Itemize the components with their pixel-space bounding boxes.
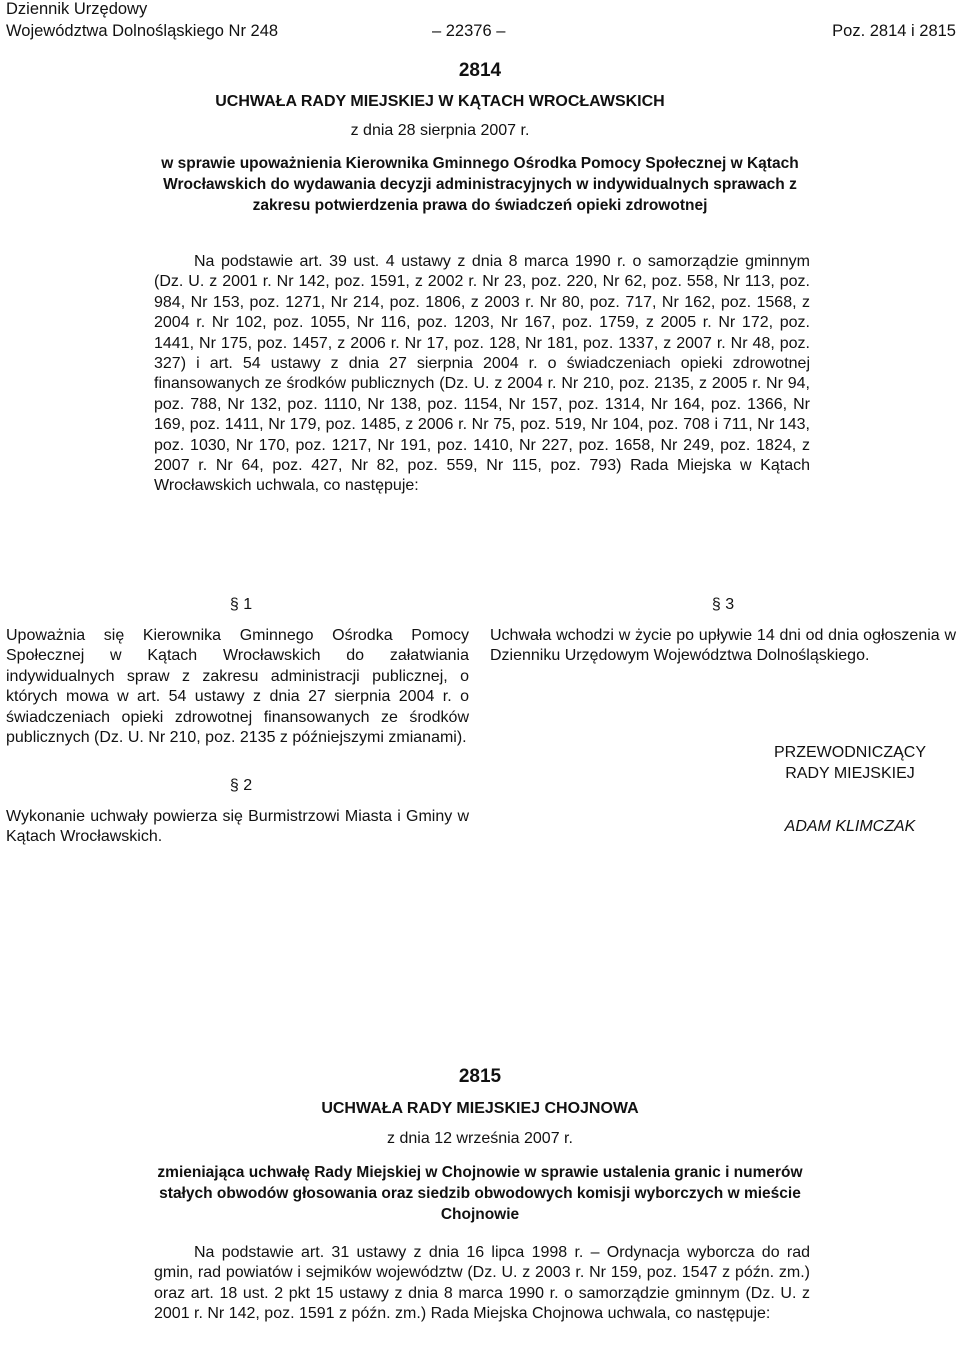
act-date: z dnia 12 września 2007 r.	[387, 1130, 573, 1147]
act-subject: zmieniająca uchwałę Rady Miejskiej w Chojnowie w sprawie ustalenia granic i numerów stałych obwodów głosowania oraz siedzib obwodowych komisji wyborczych w mieście Chojnowie	[157, 1164, 803, 1223]
section-text: Upoważnia się Kierownika Gminnego Ośrodka Pomocy Społecznej w Kątach Wrocławskich do załatwiania indywidualnych spraw z zakresu administracji publicznej, o których mowa w art. 54 ustawy z dnia 27 sierpnia 2004 r. o świadczeniach opieki zdrowotnej finansowanych ze środków publicznych (Dz. U. Nr 210, poz. 2135 z późniejszymi zmianami).	[6, 627, 469, 747]
section-heading: § 1	[229, 596, 253, 613]
act-number: 2815	[458, 1066, 502, 1087]
signatory-role: RADY MIEJSKIEJ	[785, 765, 915, 782]
page-number: – 22376 –	[432, 22, 506, 40]
journal-name-line2: Województwa Dolnośląskiego Nr 248	[6, 22, 279, 40]
positions-label: Poz. 2814 i 2815	[832, 22, 956, 40]
act-title: UCHWAŁA RADY MIEJSKIEJ W KĄTACH WROCŁAWSKICH	[215, 93, 665, 110]
act-subject: w sprawie upoważnienia Kierownika Gminnego Ośrodka Pomocy Społecznej w Kątach Wrocławskich do wydawania decyzji administracyjnych w indywidualnych sprawach z zakresu potwierdzenia prawa do świadczeń opieki zdrowotnej	[161, 155, 799, 214]
signatory-name: ADAM KLIMCZAK	[784, 818, 916, 835]
act-preamble: Na podstawie art. 39 ust. 4 ustawy z dnia 8 marca 1990 r. o samorządzie gminnym (Dz. U. z 2001 r. Nr 142, poz. 1591, z 2002 r. Nr 23, poz. 220, Nr 62, poz. 558, Nr 113, poz. 984, Nr 153, poz. 1271, Nr 214, poz. 1806, z 2003 r. Nr 80, poz. 717, Nr 162, poz. 1568, z 2004 r. Nr 102, poz. 1055, Nr 116, poz. 1203, Nr 167, poz. 1759, z 2005 r. Nr 172, poz. 1441, Nr 175, poz. 1457, z 2006 r. Nr 17, poz. 128, Nr 181, poz. 1337, z 2007 r. Nr 48, poz. 327) i art. 54 ustawy z dnia 27 sierpnia 2004 r. o świadczeniach opieki zdrowotnej finansowanych ze środków publicznych (Dz. U. z 2004 r. Nr 210, poz. 2135, z 2005 r. Nr 94, poz. 788, Nr 132, poz. 1110, Nr 138, poz. 1154, Nr 157, poz. 1314, Nr 164, poz. 1366, Nr 169, poz. 1411, Nr 179, poz. 1485, z 2006 r. Nr 75, poz. 519, Nr 104, poz. 708 i 711, Nr 143, poz. 1030, Nr 170, poz. 1217, Nr 191, poz. 1410, Nr 227, poz. 1658, Nr 249, poz. 1824, z 2007 r. Nr 64, poz. 427, Nr 82, poz. 559, Nr 115, poz. 793) Rada Miejska w Kątach Wrocławskich uchwala, co następuje:	[154, 253, 810, 495]
section-text: Uchwała wchodzi w życie po upływie 14 dni od dnia ogłoszenia w Dzienniku Urzędowym Województwa Dolnośląskiego.	[490, 627, 956, 665]
act-title: UCHWAŁA RADY MIEJSKIEJ CHOJNOWA	[321, 1100, 639, 1117]
act-number: 2814	[458, 60, 502, 81]
section-heading: § 2	[229, 777, 253, 794]
act-date: z dnia 28 sierpnia 2007 r.	[350, 122, 530, 139]
section-heading: § 3	[711, 596, 735, 613]
signatory-role: PRZEWODNICZĄCY	[774, 744, 926, 761]
section-text: Wykonanie uchwały powierza się Burmistrzowi Miasta i Gminy w Kątach Wrocławskich.	[6, 808, 469, 846]
journal-name-line1: Dziennik Urzędowy	[6, 0, 148, 18]
act-preamble: Na podstawie art. 31 ustawy z dnia 16 lipca 1998 r. – Ordynacja wyborcza do rad gmin, rad powiatów i sejmików województw (Dz. U. z 2003 r. Nr 159, poz. 1547 z późn. zm.) oraz art. 18 ust. 2 pkt 15 ustawy z dnia 8 marca 1990 r. o samorządzie gminnym (Dz. U. z 2001 r. Nr 142, poz. 1591 z późn. zm.) Rada Miejska Chojnowa uchwala, co następuje:	[154, 1244, 810, 1323]
